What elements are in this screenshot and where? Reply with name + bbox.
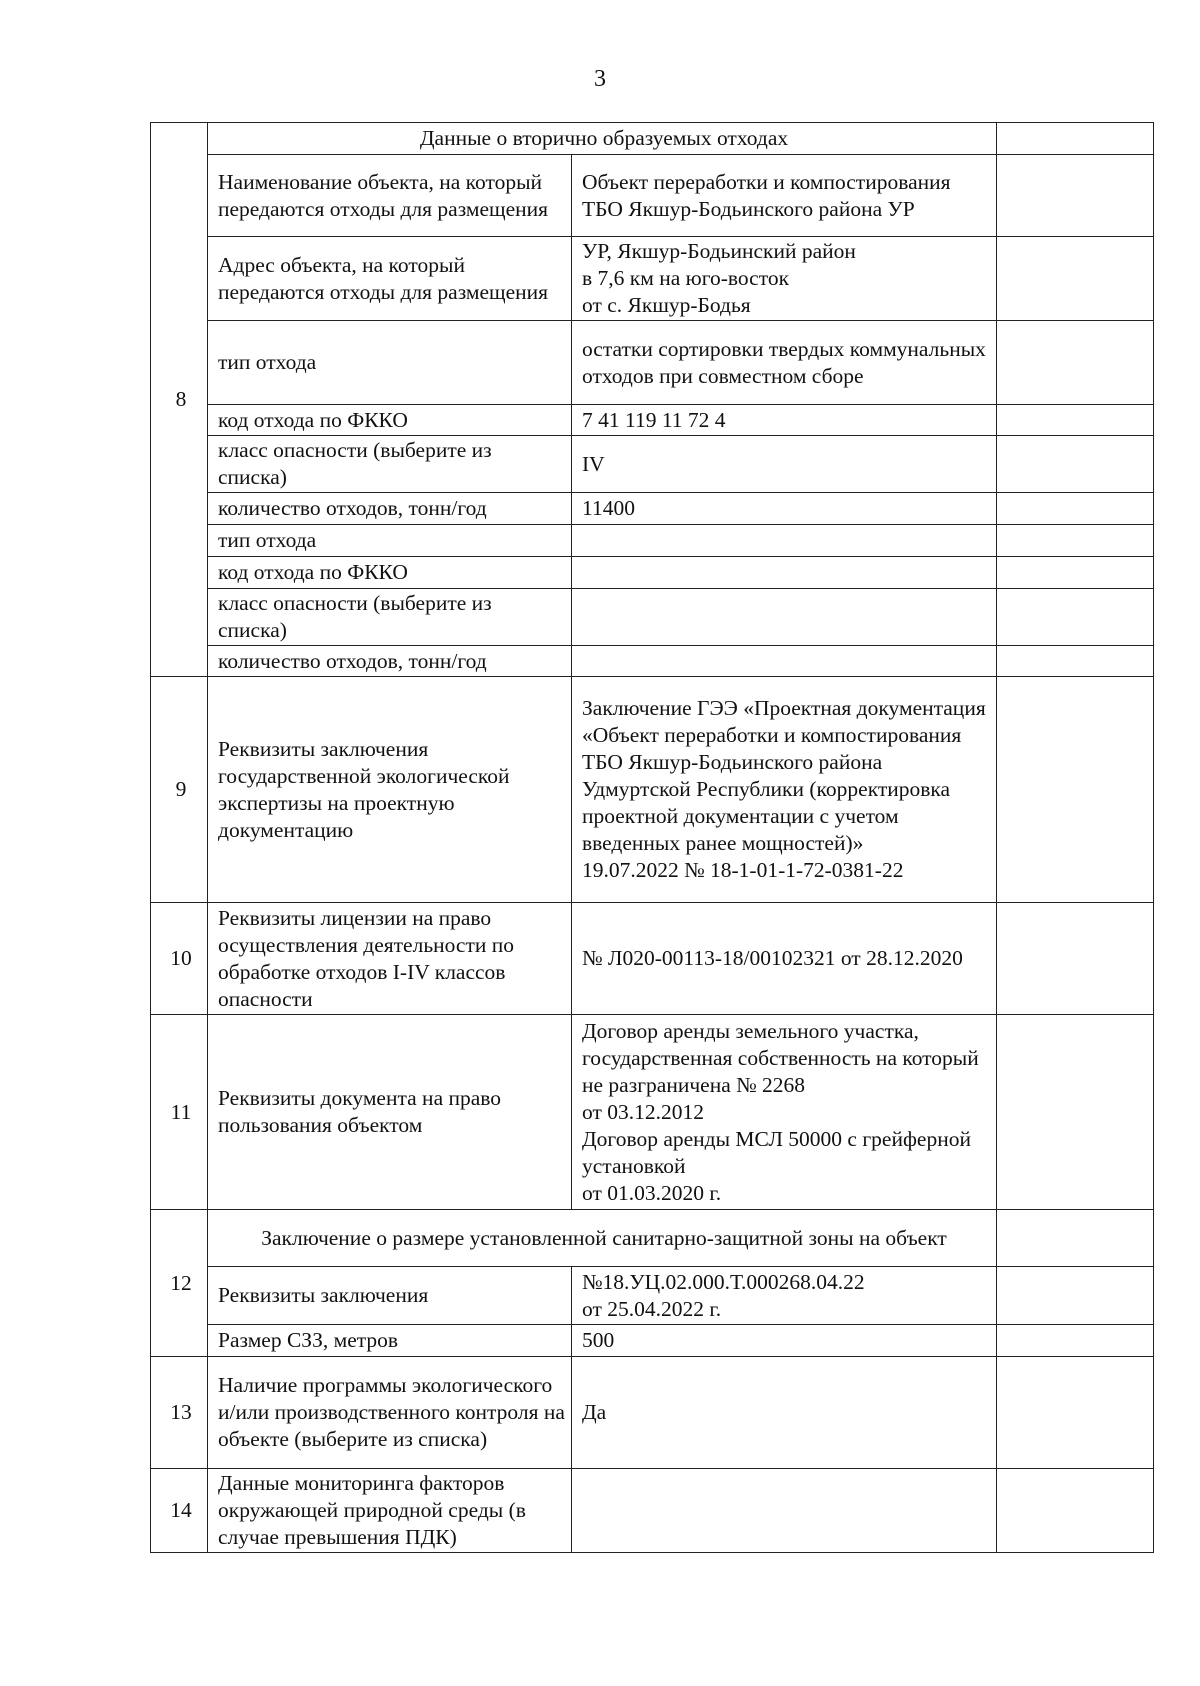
empty-cell (997, 589, 1154, 646)
label-cell: Наличие программы экологического и/или производственного контроля на объекте (выберите из списка) (208, 1357, 572, 1469)
empty-cell (997, 123, 1154, 155)
label-cell: количество отходов, тонн/год (208, 493, 572, 525)
section-header-secondary-waste: Данные о вторично образуемых отходах (208, 123, 997, 155)
empty-cell (997, 1325, 1154, 1357)
empty-cell (997, 493, 1154, 525)
value-cell (572, 589, 997, 646)
label-cell: тип отхода (208, 321, 572, 405)
empty-cell (997, 237, 1154, 321)
table-row (151, 903, 1154, 1015)
empty-cell (997, 677, 1154, 903)
value-cell (572, 1267, 997, 1325)
value-cell (572, 677, 997, 903)
empty-cell (997, 155, 1154, 237)
empty-cell (997, 1357, 1154, 1469)
table-row (151, 155, 1154, 237)
document-line: Договор аренды МСЛ 50000 с грейферной установкой (582, 1126, 971, 1178)
row-number-12: 12 (151, 1210, 208, 1357)
label-cell: Реквизиты заключения (208, 1267, 572, 1325)
value-cell: Объект переработки и компостирования ТБО Якшур-Бодьинского района УР (572, 155, 997, 237)
table-row (151, 1357, 1154, 1469)
label-cell: класс опасности (выберите из списка) (208, 436, 572, 493)
section-header-sanitary-zone: Заключение о размере установленной санитарно-защитной зоны на объект (208, 1210, 997, 1267)
value-cell (572, 646, 997, 677)
empty-cell (997, 1267, 1154, 1325)
value-cell: 7 41 119 11 72 4 (572, 405, 997, 436)
empty-cell (997, 321, 1154, 405)
address-line: от с. Якшур-Бодья (582, 293, 751, 317)
table-row (151, 123, 1154, 155)
row-number-8: 8 (151, 123, 208, 677)
empty-cell (997, 903, 1154, 1015)
table-row (151, 436, 1154, 493)
label-cell: Наименование объекта, на который передаются отходы для размещения (208, 155, 572, 237)
table-row (151, 493, 1154, 525)
table-row (151, 677, 1154, 903)
waste-data-table (150, 122, 1154, 1553)
empty-cell (997, 646, 1154, 677)
empty-cell (997, 1015, 1154, 1210)
label-cell: тип отхода (208, 525, 572, 557)
label-cell: код отхода по ФККО (208, 557, 572, 589)
row-number-14: 14 (151, 1469, 208, 1553)
table-row (151, 237, 1154, 321)
address-line: в 7,6 км на юго-восток (582, 266, 790, 290)
label-cell: Реквизиты заключения государственной экологической экспертизы на проектную документацию (208, 677, 572, 903)
value-cell: остатки сортировки твердых коммунальных отходов при совместном сборе (572, 321, 997, 405)
label-cell: Реквизиты лицензии на право осуществления деятельности по обработке отходов I-IV классов опасности (208, 903, 572, 1015)
table-row (151, 557, 1154, 589)
table-row (151, 525, 1154, 557)
empty-cell (997, 1469, 1154, 1553)
table-row (151, 1210, 1154, 1267)
label-cell: Реквизиты документа на право пользования объектом (208, 1015, 572, 1210)
empty-cell (997, 436, 1154, 493)
row-number-13: 13 (151, 1357, 208, 1469)
table-row (151, 1015, 1154, 1210)
table-row (151, 1469, 1154, 1553)
label-cell: класс опасности (выберите из списка) (208, 589, 572, 646)
empty-cell (997, 405, 1154, 436)
empty-cell (997, 557, 1154, 589)
value-cell (572, 237, 997, 321)
value-cell (572, 525, 997, 557)
label-cell: Данные мониторинга факторов окружающей природной среды (в случае превышения ПДК) (208, 1469, 572, 1553)
conclusion-date: от 25.04.2022 г. (582, 1296, 722, 1321)
value-cell: IV (572, 436, 997, 493)
label-cell: код отхода по ФККО (208, 405, 572, 436)
page-number: 3 (594, 66, 606, 92)
value-cell: 11400 (572, 493, 997, 525)
empty-cell (997, 1210, 1154, 1267)
document-line: от 03.12.2012 (582, 1099, 704, 1124)
row-number-11: 11 (151, 1015, 208, 1210)
table-row (151, 589, 1154, 646)
value-cell: Да (572, 1357, 997, 1469)
conclusion-number: №18.УЦ.02.000.Т.000268.04.22 (582, 1269, 865, 1294)
table-row (151, 405, 1154, 436)
document-line: Договор аренды земельного участка, государственная собственность на который не разграничена № 2268 (582, 1018, 979, 1097)
expertise-date: 19.07.2022 № 18-1-01-1-72-0381-22 (582, 858, 904, 882)
table-row (151, 1267, 1154, 1325)
table-row (151, 321, 1154, 405)
label-cell: количество отходов, тонн/год (208, 646, 572, 677)
table-row (151, 1325, 1154, 1357)
value-cell (572, 1469, 997, 1553)
document-line: от 01.03.2020 г. (582, 1180, 722, 1205)
table-row (151, 646, 1154, 677)
value-cell (572, 1015, 997, 1210)
value-cell: 500 (572, 1325, 997, 1357)
label-cell: Адрес объекта, на который передаются отходы для размещения (208, 237, 572, 321)
empty-cell (997, 525, 1154, 557)
address-line: УР, Якшур-Бодьинский район (582, 239, 856, 263)
value-cell (572, 557, 997, 589)
value-cell: № Л020-00113-18/00102321 от 28.12.2020 (572, 903, 997, 1015)
expertise-title: Заключение ГЭЭ «Проектная документация «Объект переработки и компостирования ТБО Якшур-Бодьинского района Удмуртской Республики (корректировка проектной документации с учетом введенных ранее мощностей)» (582, 696, 986, 855)
row-number-10: 10 (151, 903, 208, 1015)
label-cell: Размер СЗЗ, метров (208, 1325, 572, 1357)
row-number-9: 9 (151, 677, 208, 903)
